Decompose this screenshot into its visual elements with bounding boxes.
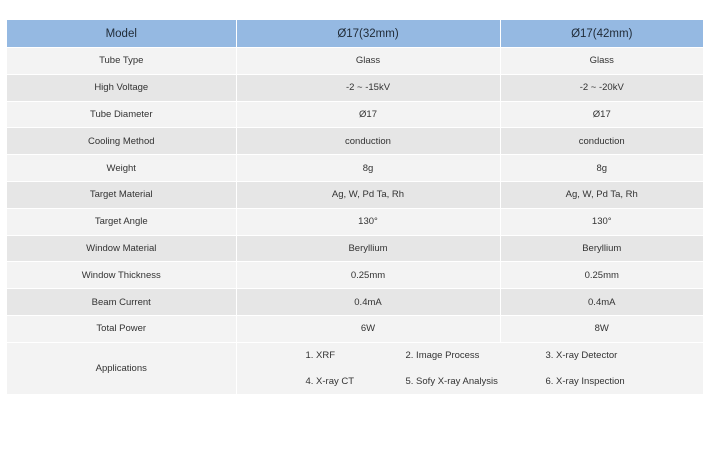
table-row	[7, 208, 703, 235]
row-label: Cooling Method	[7, 128, 236, 155]
application-item: 5. Sofy X-ray Analysis	[405, 375, 498, 387]
table-row	[7, 74, 703, 101]
row-value-42mm: conduction	[500, 128, 703, 155]
table-row	[7, 128, 703, 155]
row-label: Window Material	[7, 235, 236, 262]
row-value-32mm: -2 ~ -15kV	[236, 74, 500, 101]
row-value-42mm: 8g	[500, 155, 703, 182]
row-label: Tube Diameter	[7, 101, 236, 128]
table-row	[7, 48, 703, 75]
row-label: Weight	[7, 155, 236, 182]
row-value-32mm: Ag, W, Pd Ta, Rh	[236, 181, 500, 208]
spec-table	[7, 20, 703, 394]
row-label-applications: Applications	[7, 342, 236, 394]
applications-cell	[236, 342, 703, 394]
row-value-32mm: conduction	[236, 128, 500, 155]
application-item: 4. X-ray CT	[305, 375, 355, 387]
application-item: 3. X-ray Detector	[545, 349, 618, 361]
row-value-32mm: 8g	[236, 155, 500, 182]
table-row	[7, 181, 703, 208]
application-item: 1. XRF	[305, 349, 336, 361]
row-label: Tube Type	[7, 48, 236, 75]
row-value-32mm: 6W	[236, 315, 500, 342]
row-value-32mm: 0.25mm	[236, 262, 500, 289]
row-value-42mm: Ø17	[500, 101, 703, 128]
applications-list	[306, 350, 704, 387]
row-value-42mm: -2 ~ -20kV	[500, 74, 703, 101]
application-item: 2. Image Process	[405, 349, 480, 361]
table-row	[7, 101, 703, 128]
row-label: Target Material	[7, 181, 236, 208]
row-label: Total Power	[7, 315, 236, 342]
header-model-42mm: Ø17(42mm)	[500, 20, 703, 48]
row-value-42mm: 0.4mA	[500, 289, 703, 316]
row-value-42mm: 8W	[500, 315, 703, 342]
row-value-32mm: 0.4mA	[236, 289, 500, 316]
table-row	[7, 289, 703, 316]
row-label: Beam Current	[7, 289, 236, 316]
row-value-42mm: 130°	[500, 208, 703, 235]
row-label: High Voltage	[7, 74, 236, 101]
table-header-row	[7, 20, 703, 48]
row-label: Target Angle	[7, 208, 236, 235]
header-model: Model	[7, 20, 236, 48]
row-value-42mm: Ag, W, Pd Ta, Rh	[500, 181, 703, 208]
row-value-32mm: Ø17	[236, 101, 500, 128]
row-value-42mm: 0.25mm	[500, 262, 703, 289]
row-value-32mm: Glass	[236, 48, 500, 75]
table-row	[7, 262, 703, 289]
row-value-32mm: Beryllium	[236, 235, 500, 262]
row-value-42mm: Glass	[500, 48, 703, 75]
table-row	[7, 235, 703, 262]
row-value-42mm: Beryllium	[500, 235, 703, 262]
header-model-32mm: Ø17(32mm)	[236, 20, 500, 48]
row-label: Window Thickness	[7, 262, 236, 289]
row-value-32mm: 130°	[236, 208, 500, 235]
table-row	[7, 315, 703, 342]
table-row-applications	[7, 342, 703, 394]
table-row	[7, 155, 703, 182]
application-item: 6. X-ray Inspection	[545, 375, 625, 387]
